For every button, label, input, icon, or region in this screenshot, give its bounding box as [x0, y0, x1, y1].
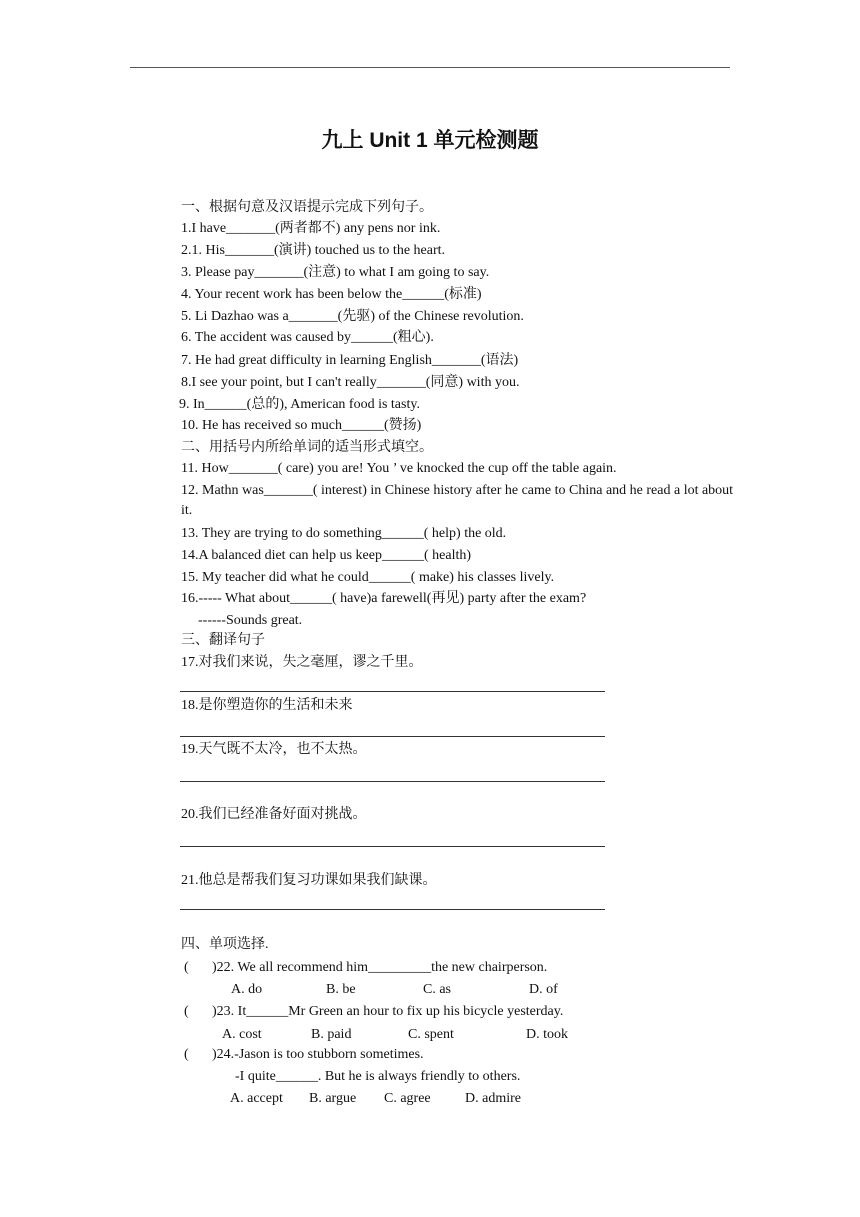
section-2-heading: 二、用括号内所给单词的适当形式填空。: [181, 440, 433, 455]
question-15: 15. My teacher did what he could______( make) his classes lively.: [181, 570, 555, 585]
question-9: 9. In______(总的), American food is tasty.: [179, 397, 420, 412]
option-22-d: D. of: [529, 982, 558, 997]
question-1: 1.I have_______(两者都不) any pens nor ink.: [181, 221, 441, 236]
question-5: 5. Li Dazhao was a_______(先驱) of the Chinese revolution.: [181, 309, 524, 324]
option-24-a: A. accept: [230, 1091, 283, 1106]
question-8: 8.I see your point, but I can't really_______(同意) with you.: [181, 375, 520, 390]
option-24-b: B. argue: [309, 1091, 357, 1106]
question-23-text: )23. It______Mr Green an hour to fix up his bicycle yesterday.: [212, 1004, 564, 1019]
option-24-c: C. agree: [384, 1091, 431, 1106]
page-title: 九上 Unit 1 单元检测题: [321, 129, 539, 152]
question-24-text: )24.-Jason is too stubborn sometimes.: [212, 1047, 424, 1062]
header-rule: [130, 67, 730, 68]
question-20: 20.我们已经准备好面对挑战。: [181, 807, 367, 822]
question-18: 18.是你塑造你的生活和未来: [181, 698, 353, 713]
question-4: 4. Your recent work has been below the______(标准): [181, 287, 482, 302]
answer-line-18[interactable]: [180, 736, 605, 737]
option-23-c: C. spent: [408, 1027, 454, 1042]
section-1-heading: 一、根据句意及汉语提示完成下列句子。: [181, 200, 433, 215]
option-22-b: B. be: [326, 982, 356, 997]
option-24-d: D. admire: [465, 1091, 521, 1106]
question-24-reply: -I quite______. But he is always friendly to others.: [235, 1069, 521, 1084]
section-4-heading: 四、单项选择.: [181, 937, 269, 952]
question-13: 13. They are trying to do something______( help) the old.: [181, 526, 507, 541]
option-23-d: D. took: [526, 1027, 568, 1042]
question-22-text: )22. We all recommend him_________the new chairperson.: [212, 960, 548, 975]
question-7: 7. He had great difficulty in learning English_______(语法): [181, 353, 519, 368]
question-10: 10. He has received so much______(赞扬): [181, 418, 422, 433]
section-3-heading: 三、翻译句子: [181, 633, 265, 648]
question-12: 12. Mathn was_______( interest) in Chinese history after he came to China and he read a lot about it.: [181, 483, 734, 518]
option-23-b: B. paid: [311, 1027, 352, 1042]
question-19: 19.天气既不太冷，也不太热。: [181, 742, 367, 757]
option-23-a: A. cost: [222, 1027, 262, 1042]
answer-line-21[interactable]: [180, 909, 605, 910]
answer-paren: (: [184, 1047, 189, 1062]
question-6: 6. The accident was caused by______(粗心).: [181, 330, 434, 345]
answer-line-17[interactable]: [180, 691, 605, 692]
question-24: [184, 1046, 424, 1064]
answer-line-19[interactable]: [180, 781, 605, 782]
option-22-c: C. as: [423, 982, 451, 997]
answer-paren: (: [184, 1004, 189, 1019]
answer-paren: (: [184, 960, 189, 975]
question-14: 14.A balanced diet can help us keep______( health): [181, 548, 472, 563]
question-3: 3. Please pay_______(注意) to what I am going to say.: [181, 265, 490, 280]
question-22: [184, 959, 547, 977]
question-23: [184, 1003, 563, 1021]
question-11: 11. How_______( care) you are! You ’ ve knocked the cup off the table again.: [181, 461, 617, 476]
question-21: 21.他总是帮我们复习功课如果我们缺课。: [181, 873, 437, 888]
question-16-reply: ------Sounds great.: [198, 613, 303, 628]
question-2: 2.1. His_______(演讲) touched us to the heart.: [181, 243, 446, 258]
question-17: 17.对我们来说，失之毫厘，谬之千里。: [181, 655, 423, 670]
answer-line-20[interactable]: [180, 846, 605, 847]
option-22-a: A. do: [231, 982, 263, 997]
question-16: 16.----- What about______( have)a farewell(再见) party after the exam?: [181, 591, 587, 606]
